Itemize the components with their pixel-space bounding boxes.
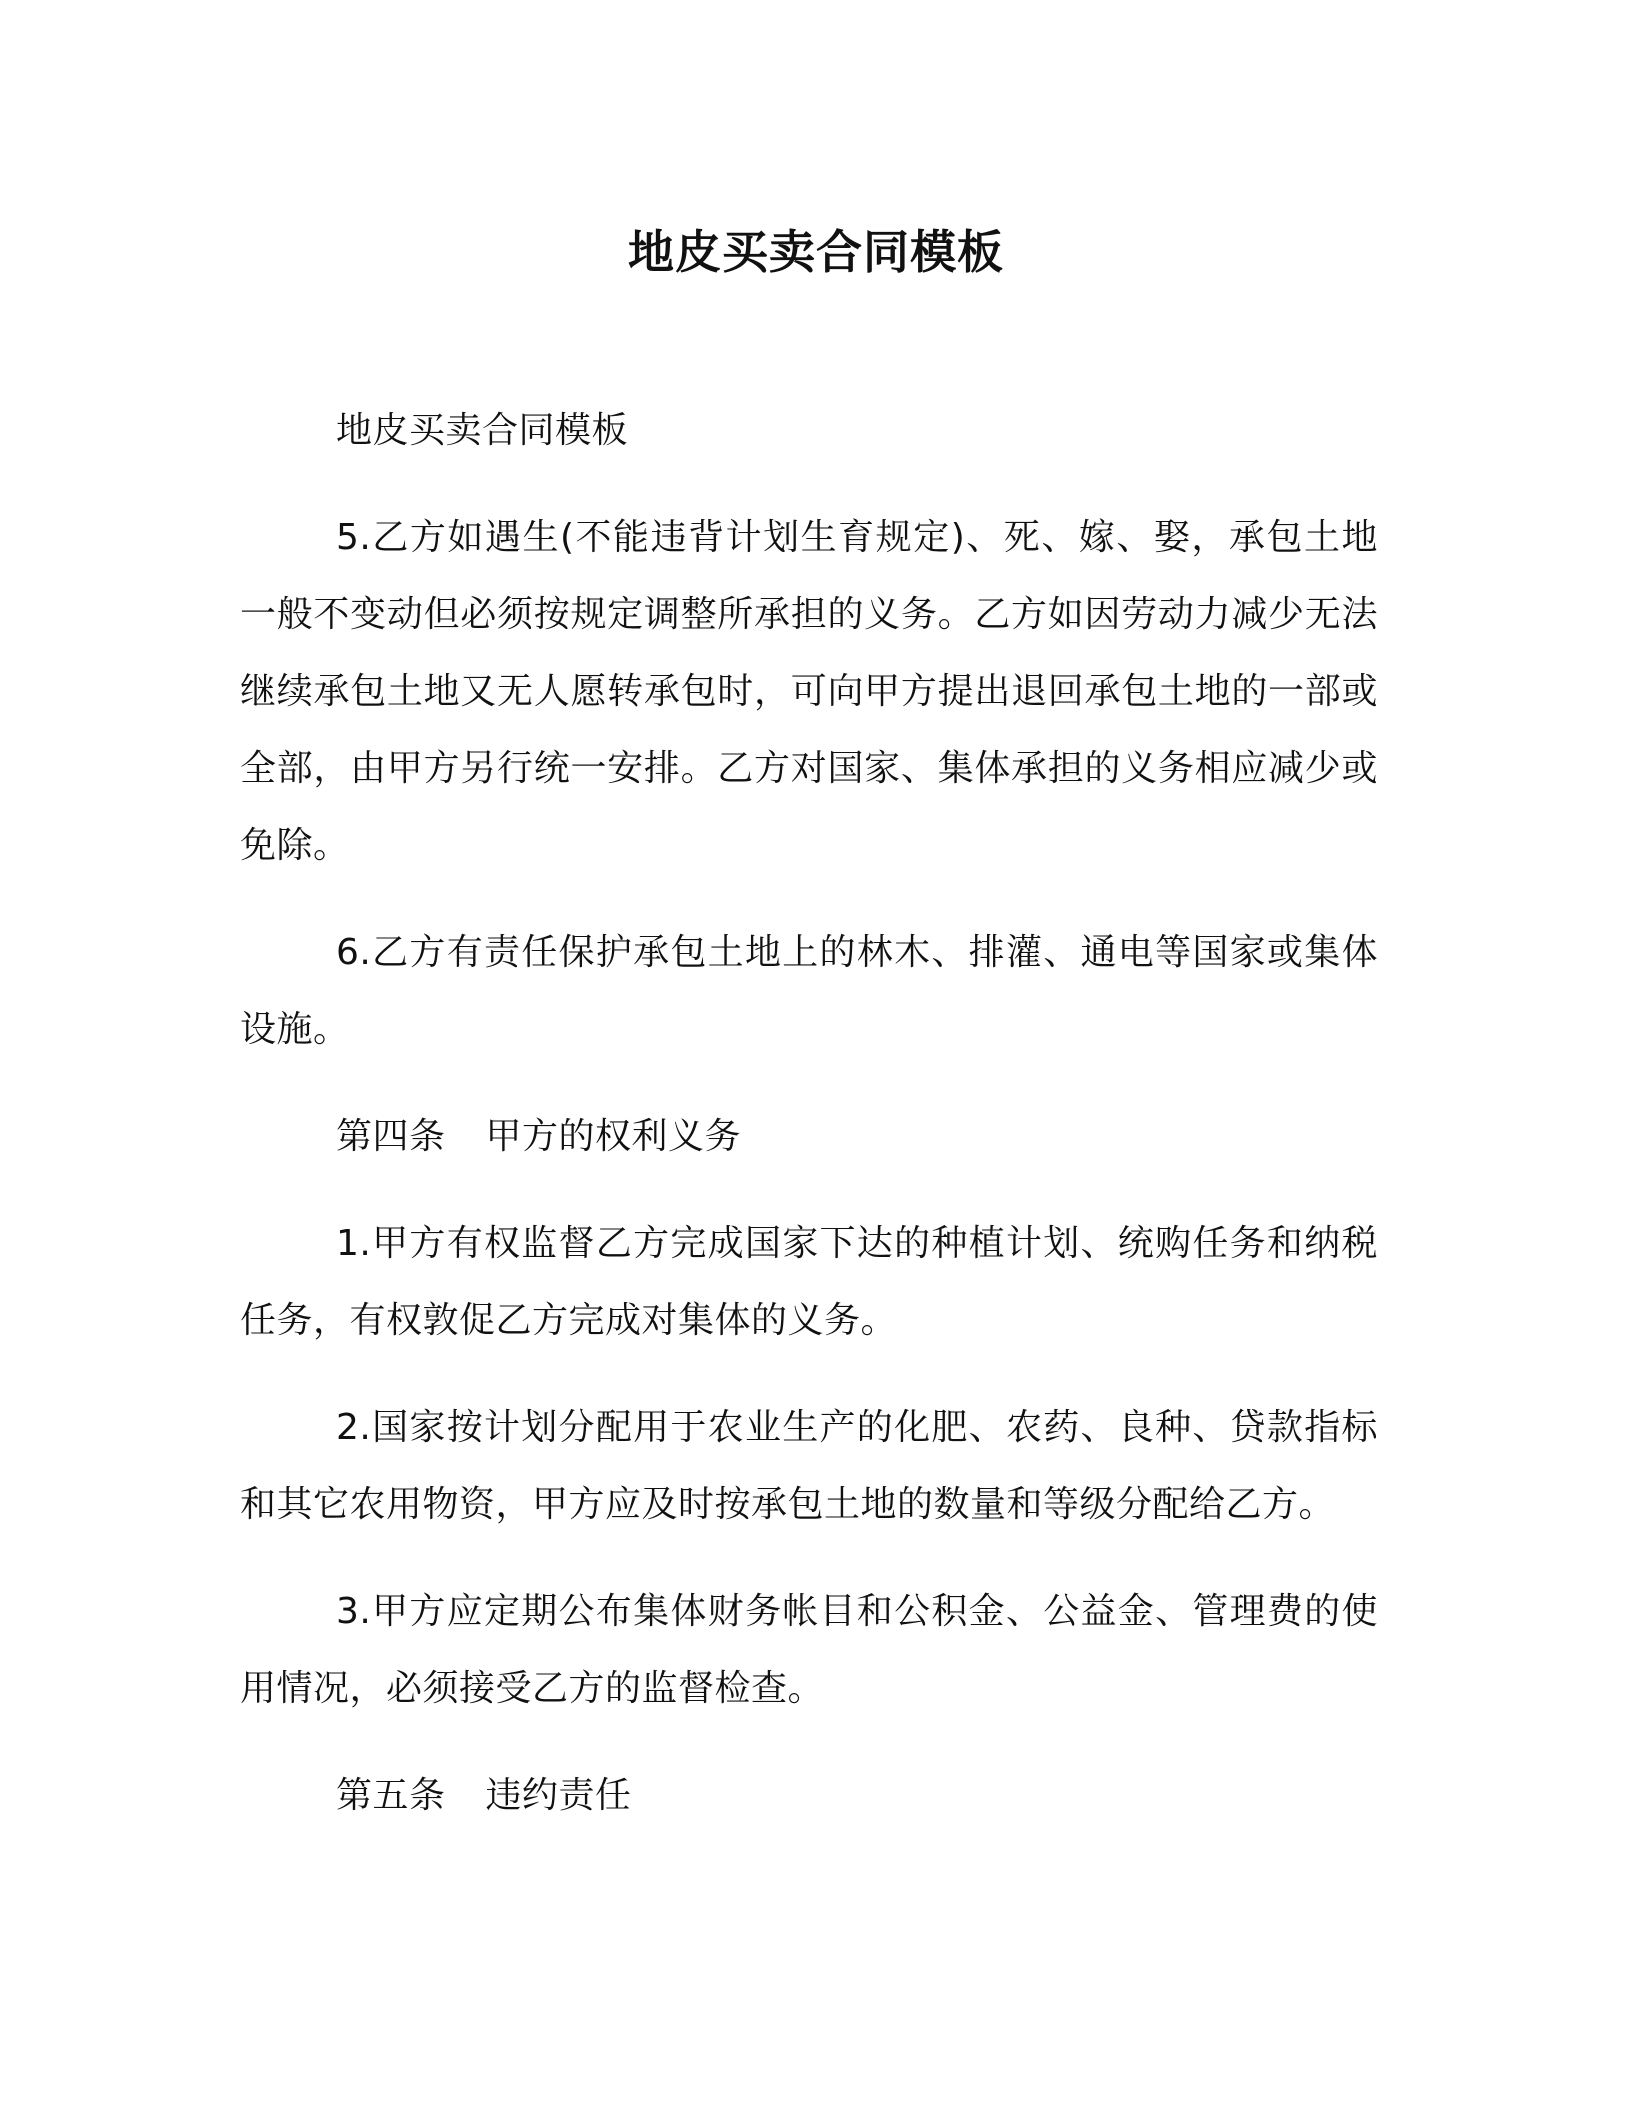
section-title: 违约责任 (485, 1775, 632, 1816)
document-title: 地皮买卖合同模板 (628, 225, 1004, 279)
section-heading-4 (240, 1098, 1378, 1175)
section-title: 甲方的权利义务 (485, 1116, 742, 1157)
document-body (240, 392, 1378, 1834)
clause-paragraph: 1.甲方有权监督乙方完成国家下达的种植计划、统购任务和纳税任务，有权敦促乙方完成对集体的义务。 (240, 1223, 1378, 1341)
clause-paragraph: 3.甲方应定期公布集体财务帐目和公积金、公益金、管理费的使用情况，必须接受乙方的监督检查。 (240, 1591, 1378, 1709)
clause-paragraph: 2.国家按计划分配用于农业生产的化肥、农药、良种、贷款指标和其它农用物资，甲方应及时按承包土地的数量和等级分配给乙方。 (240, 1407, 1378, 1525)
clause-paragraph: 6.乙方有责任保护承包土地上的林木、排灌、通电等国家或集体设施。 (240, 932, 1378, 1050)
section-number: 第五条 (336, 1775, 446, 1816)
section-heading-5 (240, 1757, 1378, 1834)
section-number: 第四条 (336, 1116, 446, 1157)
clause-paragraph: 5.乙方如遇生(不能违背计划生育规定)、死、嫁、娶，承包土地一般不变动但必须按规定调整所承担的义务。乙方如因劳动力减少无法继续承包土地又无人愿转承包时，可向甲方提出退回承包土地的一部或全部，由甲方另行统一安排。乙方对国家、集体承担的义务相应减少或免除。 (240, 517, 1378, 866)
subtitle-paragraph: 地皮买卖合同模板 (336, 410, 629, 451)
